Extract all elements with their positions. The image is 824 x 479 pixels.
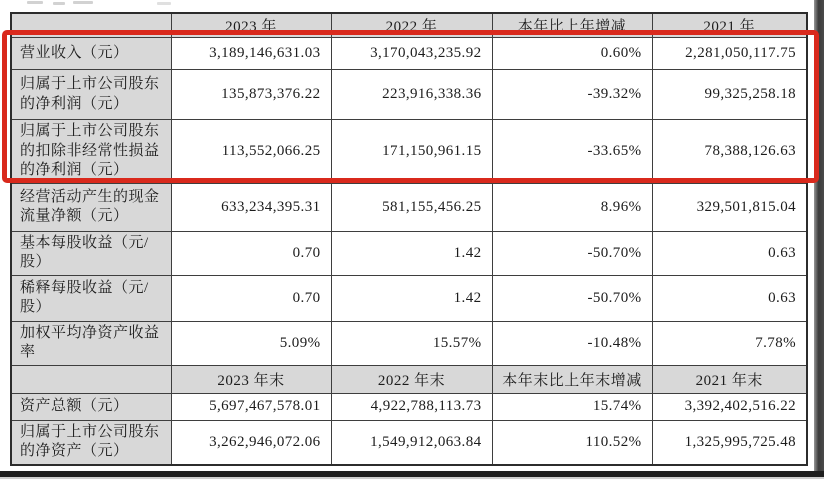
header-cell-empty — [11, 365, 171, 393]
value-cell-2023: 3,189,146,631.03 — [171, 38, 331, 70]
value-cell-2021: 0.63 — [652, 275, 807, 321]
row-label-cell: 稀释每股收益（元/股） — [11, 275, 171, 321]
value-cell-2021: 78,388,126.63 — [652, 120, 807, 184]
scan-edge-shadow-right — [814, 0, 824, 479]
header-cell-2021-eop: 2021 年末 — [652, 365, 807, 393]
value-cell-2022: 1.42 — [331, 275, 492, 321]
value-cell-change: -10.48% — [492, 321, 652, 365]
value-cell-2022: 3,170,043,235.92 — [331, 38, 492, 70]
value-cell-change: 15.74% — [492, 393, 652, 420]
value-cell-change: 110.52% — [492, 420, 652, 465]
table-row-operating-cash-flow — [11, 183, 807, 231]
value-cell-2022: 1,549,912,063.84 — [331, 420, 492, 465]
value-cell-2021: 7.78% — [652, 321, 807, 365]
header-cell-2023: 2023 年 — [171, 13, 331, 38]
value-cell-2023: 135,873,376.22 — [171, 70, 331, 120]
row-label-cell: 归属于上市公司股东的净利润（元） — [11, 70, 171, 120]
value-cell-change: 8.96% — [492, 183, 652, 231]
row-label-cell: 归属于上市公司股东的扣除非经常性损益的净利润（元） — [11, 120, 171, 184]
row-label-cell: 归属于上市公司股东的净资产（元） — [11, 420, 171, 465]
header-cell-empty — [11, 13, 171, 38]
value-cell-2021: 99,325,258.18 — [652, 70, 807, 120]
header-cell-yoy-change: 本年比上年增减 — [492, 13, 652, 38]
value-cell-change: -39.32% — [492, 70, 652, 120]
table-row-net-profit — [11, 70, 807, 120]
row-label-cell: 基本每股收益（元/股） — [11, 231, 171, 275]
value-cell-change: -33.65% — [492, 120, 652, 184]
header-cell-eop-change: 本年末比上年末增减 — [492, 365, 652, 393]
value-cell-2022: 1.42 — [331, 231, 492, 275]
row-label-cell: 营业收入（元） — [11, 38, 171, 70]
value-cell-2021: 329,501,815.04 — [652, 183, 807, 231]
value-cell-change: -50.70% — [492, 275, 652, 321]
financial-summary-table — [10, 12, 808, 466]
value-cell-2023: 3,262,946,072.06 — [171, 420, 331, 465]
table-row-net-assets — [11, 420, 807, 465]
value-cell-change: -50.70% — [492, 231, 652, 275]
value-cell-2023: 633,234,395.31 — [171, 183, 331, 231]
row-label-cell: 加权平均净资产收益率 — [11, 321, 171, 365]
header-cell-2023-eop: 2023 年末 — [171, 365, 331, 393]
value-cell-2022: 223,916,338.36 — [331, 70, 492, 120]
table-row-total-assets — [11, 393, 807, 420]
header-cell-2022: 2022 年 — [331, 13, 492, 38]
table-row-diluted-eps — [11, 275, 807, 321]
value-cell-2021: 0.63 — [652, 231, 807, 275]
value-cell-2023: 5,697,467,578.01 — [171, 393, 331, 420]
table-row-deducted-net-profit — [11, 120, 807, 184]
table-row-weighted-avg-roe — [11, 321, 807, 365]
header-row-end-of-period — [11, 365, 807, 393]
value-cell-2023: 0.70 — [171, 275, 331, 321]
header-cell-2022-eop: 2022 年末 — [331, 365, 492, 393]
value-cell-2023: 5.09% — [171, 321, 331, 365]
row-label-cell: 资产总额（元） — [11, 393, 171, 420]
value-cell-2022: 15.57% — [331, 321, 492, 365]
cropped-text-remnant — [27, 1, 247, 5]
value-cell-change: 0.60% — [492, 38, 652, 70]
value-cell-2022: 171,150,961.15 — [331, 120, 492, 184]
header-row-annual — [11, 13, 807, 38]
header-cell-2021: 2021 年 — [652, 13, 807, 38]
value-cell-2022: 4,922,788,113.73 — [331, 393, 492, 420]
value-cell-2023: 113,552,066.25 — [171, 120, 331, 184]
value-cell-2023: 0.70 — [171, 231, 331, 275]
table-row-basic-eps — [11, 231, 807, 275]
value-cell-2021: 2,281,050,117.75 — [652, 38, 807, 70]
row-label-cell: 经营活动产生的现金流量净额（元） — [11, 183, 171, 231]
value-cell-2021: 1,325,995,725.48 — [652, 420, 807, 465]
value-cell-2022: 581,155,456.25 — [331, 183, 492, 231]
table-row-revenue — [11, 38, 807, 70]
value-cell-2021: 3,392,402,516.22 — [652, 393, 807, 420]
